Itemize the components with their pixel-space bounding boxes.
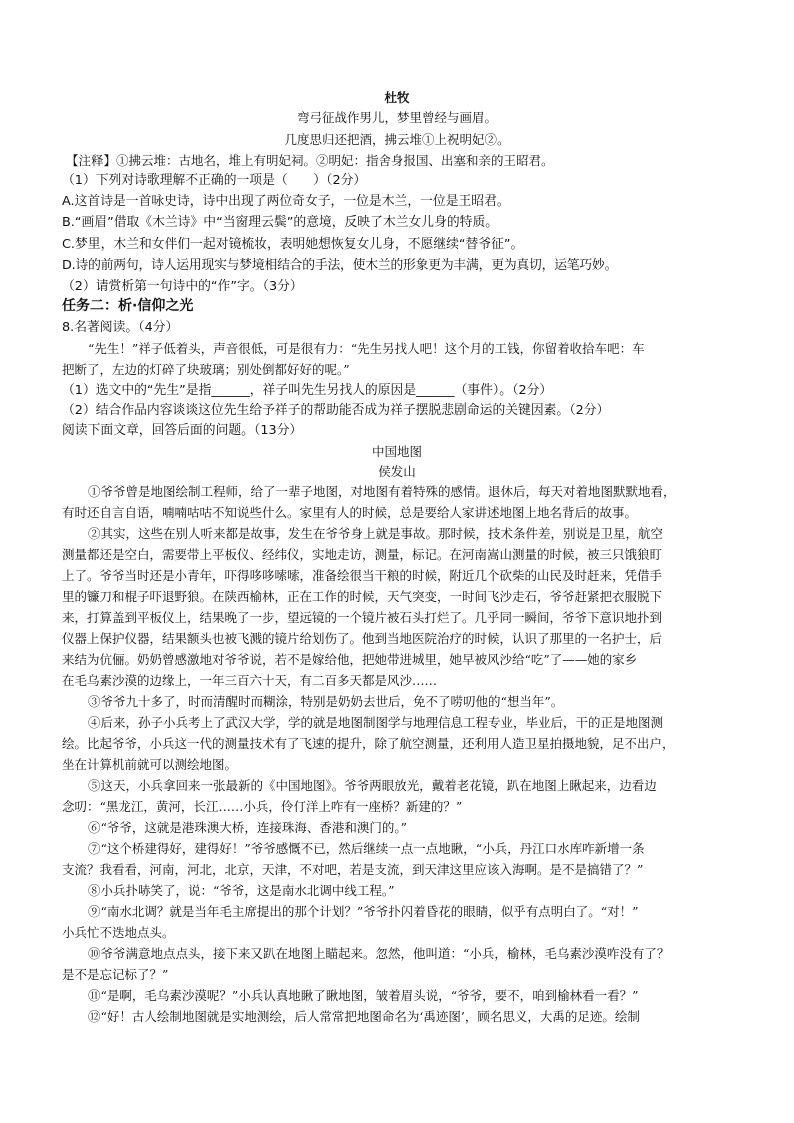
article-line: 小兵忙不迭地点头。: [62, 925, 175, 940]
article-line: 有时还自言自语，喃喃咕咕不知说些什么。家里有人的时候，总是要给人家讲述地图上地名背后的故事。: [62, 505, 638, 520]
article-line: 测量都还是空白，需要带上平板仪、经纬仪，实地走访，测量，标记。在河南嵩山测量的时候，被三只饿狼盯: [62, 547, 663, 562]
article-line: ⑪“是啊，毛乌素沙漠呢？”小兵认真地瞅了瞅地图，皱着眉头说，“爷爷，要不，咱到榆林看一看？”: [88, 988, 639, 1003]
article-line: 上了。爷爷当时还是小青年，吓得哆哆嗦嗦，准备绘很当干粮的时候，附近几个砍柴的山民及时赶来，凭借手: [62, 568, 663, 583]
article-line: ⑧小兵扑哧笑了，说：“爷爷，这是南水北调中线工程。”: [88, 883, 395, 898]
novel-quote-line-1: “先生！”祥子低着头，声音很低，可是很有力：“先生另找人吧！这个月的工钱，你留着收拾车吧：车: [88, 341, 645, 356]
article-line: 里的镰刀和棍子吓退野狼。在陕西榆林，正在工作的时候，天气突变，一时间飞沙走石，爷爷赶紧把衣服脱下: [62, 589, 663, 604]
article-line: ⑨“南水北调？就是当年毛主席提出的那个计划？”爷爷扑闪着昏花的眼睛，似乎有点明白了。“对！”: [88, 904, 639, 919]
article-line: 来，打算盖到平板仪上，结果晚了一步，望远镜的一个镜片被石头打烂了。几乎同一瞬间，爷爷下意识地扑到: [62, 610, 663, 625]
article-line: 来结为伉俪。奶奶曾感激地对爷爷说，若不是嫁给他，把她带进城里，她早被风沙给“吃”了——她的家乡: [62, 652, 638, 667]
q8-heading: 8.名著阅读。（4分）: [62, 320, 179, 335]
article-line: 在毛乌素沙漠的边缘上，一年三百六十天，有二百多天都是风沙……: [62, 673, 438, 688]
q7-option-d: D.诗的前两句，诗人运用现实与梦境相结合的手法，使木兰的形象更为丰满，更为真切，运笔巧妙。: [62, 258, 618, 273]
article-line: ⑦“这个桥建得好，建得好！”爷爷感慨不已，然后继续一点一点地瞅，“小兵，丹江口水库咋新增一条: [88, 841, 645, 856]
article-title: 中国地图: [371, 444, 422, 459]
article-line: ⑥“爷爷，这就是港珠澳大桥，连接珠海、香港和澳门的。”: [88, 820, 408, 835]
article-line: ④后来，孙子小兵考上了武汉大学，学的就是地图制图学与地理信息工程专业，毕业后，干的正是地图测: [88, 715, 664, 730]
q8-part-2: （2）结合作品内容谈谈这位先生给予祥子的帮助能否成为祥子摆脱悲剧命运的关键因素。（2分）: [62, 403, 610, 418]
article-line: 是不是忘记标了？”: [62, 967, 169, 982]
article-line: 绘。比起爷爷，小兵这一代的测量技术有了飞速的提升，除了航空测量，还利用人造卫星拍摄地貌，足不出户，: [62, 736, 675, 751]
article-line: ⑫“好！古人绘制地图就是实地测绘，后人常常把地图命名为‘禹迹图’，顾名思义，大禹的足迹。绘制: [88, 1009, 640, 1024]
article-line: ③爷爷九十多了，时而清醒时而糊涂，特别是奶奶去世后，免不了唠叨他的“想当年”。: [88, 694, 564, 709]
article-line: 念叨：“黑龙江，黄河，长江……小兵，伶仃洋上咋有一座桥？新建的？”: [62, 799, 463, 814]
article-line: ①爷爷曾是地图绘制工程师，给了一辈子地图，对地图有着特殊的感情。退休后，每天对着地图默默地看，: [88, 484, 676, 499]
poem-line-1: 弯弓征战作男儿，梦里曾经与画眉。: [296, 110, 497, 125]
article-line: ⑤这天，小兵拿回来一张最新的《中国地图》。爷爷两眼放光，戴着老花镜，趴在地图上瞅起来，边看边: [88, 778, 657, 793]
article-line: 仪器上保护仪器，结果额头也被飞溅的镜片给划伤了。他到当地医院治疗的时候，认识了那里的一名护士，后: [62, 631, 663, 646]
task2-heading: 任务二：析·信仰之光: [62, 298, 194, 314]
q7-option-c: C.梦里，木兰和女伴们一起对镜梳妆，表明她想恢复女儿身，不愿继续“替爷征”。: [62, 237, 524, 252]
q8-part-1: （1）选文中的“先生”是指______，祥子叫先生另找人的原因是______（事件）。（2分）: [62, 383, 553, 398]
poem-line-2: 几度思归还把酒，拂云堆①上祝明妃②。: [284, 132, 510, 147]
article-line: ⑩爷爷满意地点点头，接下来又趴在地图上瞄起来。忽然，他叫道：“小兵，榆林，毛乌素沙漠咋没有了？: [88, 946, 670, 961]
article-line: ②其实，这些在别人听来都是故事，发生在爷爷身上就是事故。那时候，技术条件差，别说是卫星，航空: [88, 526, 664, 541]
poem-title: 杜牧: [384, 90, 410, 105]
article-line: 支流？我看看，河南，河北，北京，天津，不对吧，若是支流，到天津这里应该入海啊。是不是搞错了？”: [62, 862, 644, 877]
q7-option-a: A.这首诗是一首咏史诗，诗中出现了两位奇女子，一位是木兰，一位是王昭君。: [62, 194, 510, 209]
article-line: 坐在计算机前就可以测绘地图。: [62, 757, 238, 772]
q7-option-b: B.“画眉”借取《木兰诗》中“当窗理云鬓”的意境，反映了木兰女儿身的特质。: [62, 215, 499, 230]
poem-note: 【注释】①拂云堆：古地名，堆上有明妃祠。②明妃：指舍身报国、出塞和亲的王昭君。: [66, 153, 554, 168]
reading-instructions: 阅读下面文章，回答后面的问题。（13分）: [62, 423, 303, 438]
q7-part-2: （2）请赏析第一句诗中的“作”字。（3分）: [62, 279, 303, 294]
q7-part-1: （1）下列对诗歌理解不正确的一项是（ ）（2分）: [62, 173, 367, 188]
article-author: 侯发山: [378, 464, 416, 479]
novel-quote-line-2: 把断了，左边的灯碎了块玻璃；别处倒都好好的呢。”: [62, 362, 350, 377]
